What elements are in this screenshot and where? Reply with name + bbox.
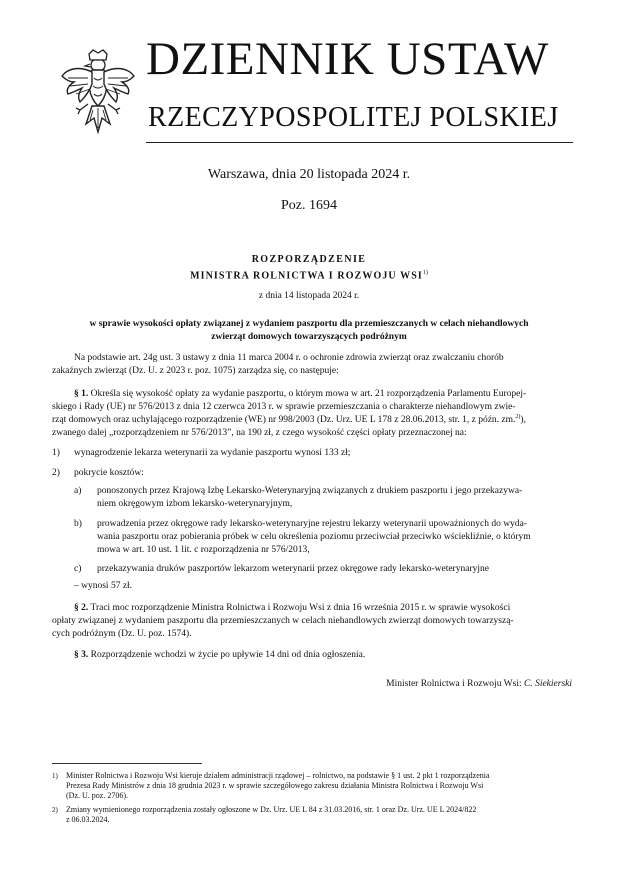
paragraph-1-line: skiego i Rady (UE) nr 576/2013 z dnia 12 czerwca 2013 r. w sprawie przemieszczania o charakterze niehandlowym zwie-: [52, 402, 516, 412]
header-divider: [146, 142, 573, 143]
paragraph-1-line: [52, 414, 572, 427]
position-number: Poz. 1694: [281, 198, 337, 213]
signature: [386, 679, 572, 689]
sublist-item: [97, 485, 522, 511]
paragraph-2-text: Traci moc rozporządzenie Ministra Rolnictwa i Rozwoju Wsi z dnia 16 września 2015 r. w sprawie wysokości: [90, 603, 511, 613]
sublist-item: [97, 518, 531, 557]
signature-role: Minister Rolnictwa i Rozwoju Wsi:: [386, 679, 522, 689]
paragraph-3-label: § 3.: [74, 650, 89, 660]
sublist-letter: b): [74, 519, 82, 529]
sublist-letter: a): [74, 486, 82, 496]
footnote-ref-1: 1): [422, 270, 428, 276]
preamble: [52, 352, 572, 378]
act-issuer: [0, 270, 618, 281]
paragraph-3-line: [52, 649, 572, 662]
list-item: wynagrodzenie lekarza weterynarii za wydanie paszportu wynosi 133 zł;: [74, 448, 351, 458]
act-type: ROZPORZĄDZENIE: [251, 254, 367, 265]
footnote-divider: [52, 763, 202, 764]
paragraph-1-text: Określa się wysokość opłaty za wydanie paszportu, o którym mowa w art. 21 rozporządzenia Parlamentu Europej-: [90, 389, 527, 399]
footnote-line: Zmiany wymienionego rozporządzenia zostały ogłoszone w Dz. Urz. UE L 84 z 31.03.2016, str. 1 oraz Dz. Urz. UE L 2024/822: [66, 805, 477, 814]
paragraph-1-line: [52, 388, 572, 401]
sublist-line: mowa w art. 10 ust. 1 lit. c rozporządzenia nr 576/2013,: [97, 545, 310, 555]
act-date: z dnia 14 listopada 2024 r.: [258, 291, 360, 301]
paragraph-1-text: rząt domowych oraz uchylającego rozporządzenie (WE) nr 998/2003 (Dz. Urz. UE L 178 z 28.06.2013, str. 1, z późn. zm.: [52, 415, 516, 425]
act-subject: [0, 318, 618, 344]
paragraph-1: [52, 388, 572, 440]
sublist-line: wania paszportu oraz pobierania próbek w celu określenia poziomu przeciwciał przeciwko wściekliźnie, o którym: [97, 532, 531, 542]
sublist-letter: c): [74, 564, 82, 574]
sublist-line: niem okręgowym izbom lekarsko-weterynaryjnym,: [97, 499, 293, 509]
sublist-item: [97, 563, 489, 576]
eagle-emblem-icon: [60, 48, 136, 142]
paragraph-3-text: Rozporządzenie wchodzi w życie po upływie 14 dni od dnia ogłoszenia.: [90, 650, 366, 660]
act-issuer-text: MINISTRA ROLNICTWA I ROZWOJU WSI: [190, 270, 423, 282]
paragraph-1-label: § 1.: [74, 389, 89, 399]
paragraph-1-text: ),: [520, 415, 526, 425]
sublist-line: prowadzenia przez okręgowe rady lekarsko-weterynaryjne rejestru lekarzy weterynarii upoważnionych do wyda-: [97, 519, 527, 529]
footnote-line: z 06.03.2024.: [66, 815, 110, 824]
preamble-line: Na podstawie art. 24g ust. 3 ustawy z dnia 11 marca 2004 r. o ochronie zdrowia zwierząt oraz zwalczaniu chorób: [74, 353, 504, 363]
footnote-line: (Dz. U. poz. 2706).: [66, 791, 128, 800]
sublist-line: ponoszonych przez Krajową Izbę Lekarsko-Weterynaryjną związanych z drukiem paszportu i jego przekazywa-: [97, 486, 523, 496]
paragraph-2-line: opłaty związanej z wydaniem paszportu dla przemieszczanych w celach niehandlowych zwierząt domowych towarzyszą-: [52, 616, 514, 626]
footnote-mark: 2): [52, 806, 58, 814]
footnote-ref-2: 2): [515, 413, 521, 420]
paragraph-1-closing: – wynosi 57 zł.: [74, 581, 133, 591]
footnote-2: [66, 805, 572, 825]
list-item: pokrycie kosztów:: [74, 468, 144, 478]
sublist-line: przekazywania druków paszportów lekarzom weterynarii przez okręgowe rady lekarsko-weterynaryjne: [97, 564, 489, 574]
journal-title: DZIENNIK USTAW: [146, 33, 549, 85]
paragraph-1-line: zwanego dalej „rozporządzeniem nr 576/2013”, na 190 zł, z czego wysokość części opłaty przeznaczonej na:: [52, 428, 467, 438]
list-number: 2): [52, 468, 60, 478]
paragraph-2: [52, 602, 572, 641]
preamble-line: zakaźnych zwierząt (Dz. U. z 2023 r. poz. 1075) zarządza się, co następuje:: [52, 366, 339, 376]
footnote-line: Prezesa Rady Ministrów z dnia 18 grudnia 2023 r. w sprawie szczegółowego zakresu działania Ministra Rolnictwa i Rozwoju Wsi: [66, 781, 484, 790]
publication-date: Warszawa, dnia 20 listopada 2024 r.: [207, 167, 411, 182]
paragraph-2-line: cych podróżnym (Dz. U. poz. 1574).: [52, 629, 192, 639]
signature-name: C. Siekierski: [523, 679, 572, 689]
act-subject-line: w sprawie wysokości opłaty związanej z wydaniem paszportu dla przemieszczanych w celach niehandlowych: [89, 319, 529, 329]
paragraph-2-line: [52, 602, 572, 615]
footnote-mark: 1): [52, 772, 58, 780]
journal-subtitle: RZECZYPOSPOLITEJ POLSKIEJ: [148, 102, 559, 133]
footnote-line: Minister Rolnictwa i Rozwoju Wsi kieruje działem administracji rządowej – rolnictwo, na podstawie § 1 ust. 2 pkt 1 rozporządzenia: [66, 771, 490, 780]
paragraph-2-label: § 2.: [74, 603, 89, 613]
footnote-1: [66, 771, 572, 801]
act-subject-line: zwierząt domowych towarzyszących podróżnym: [211, 332, 407, 342]
list-number: 1): [52, 448, 60, 458]
paragraph-3: [52, 649, 572, 662]
